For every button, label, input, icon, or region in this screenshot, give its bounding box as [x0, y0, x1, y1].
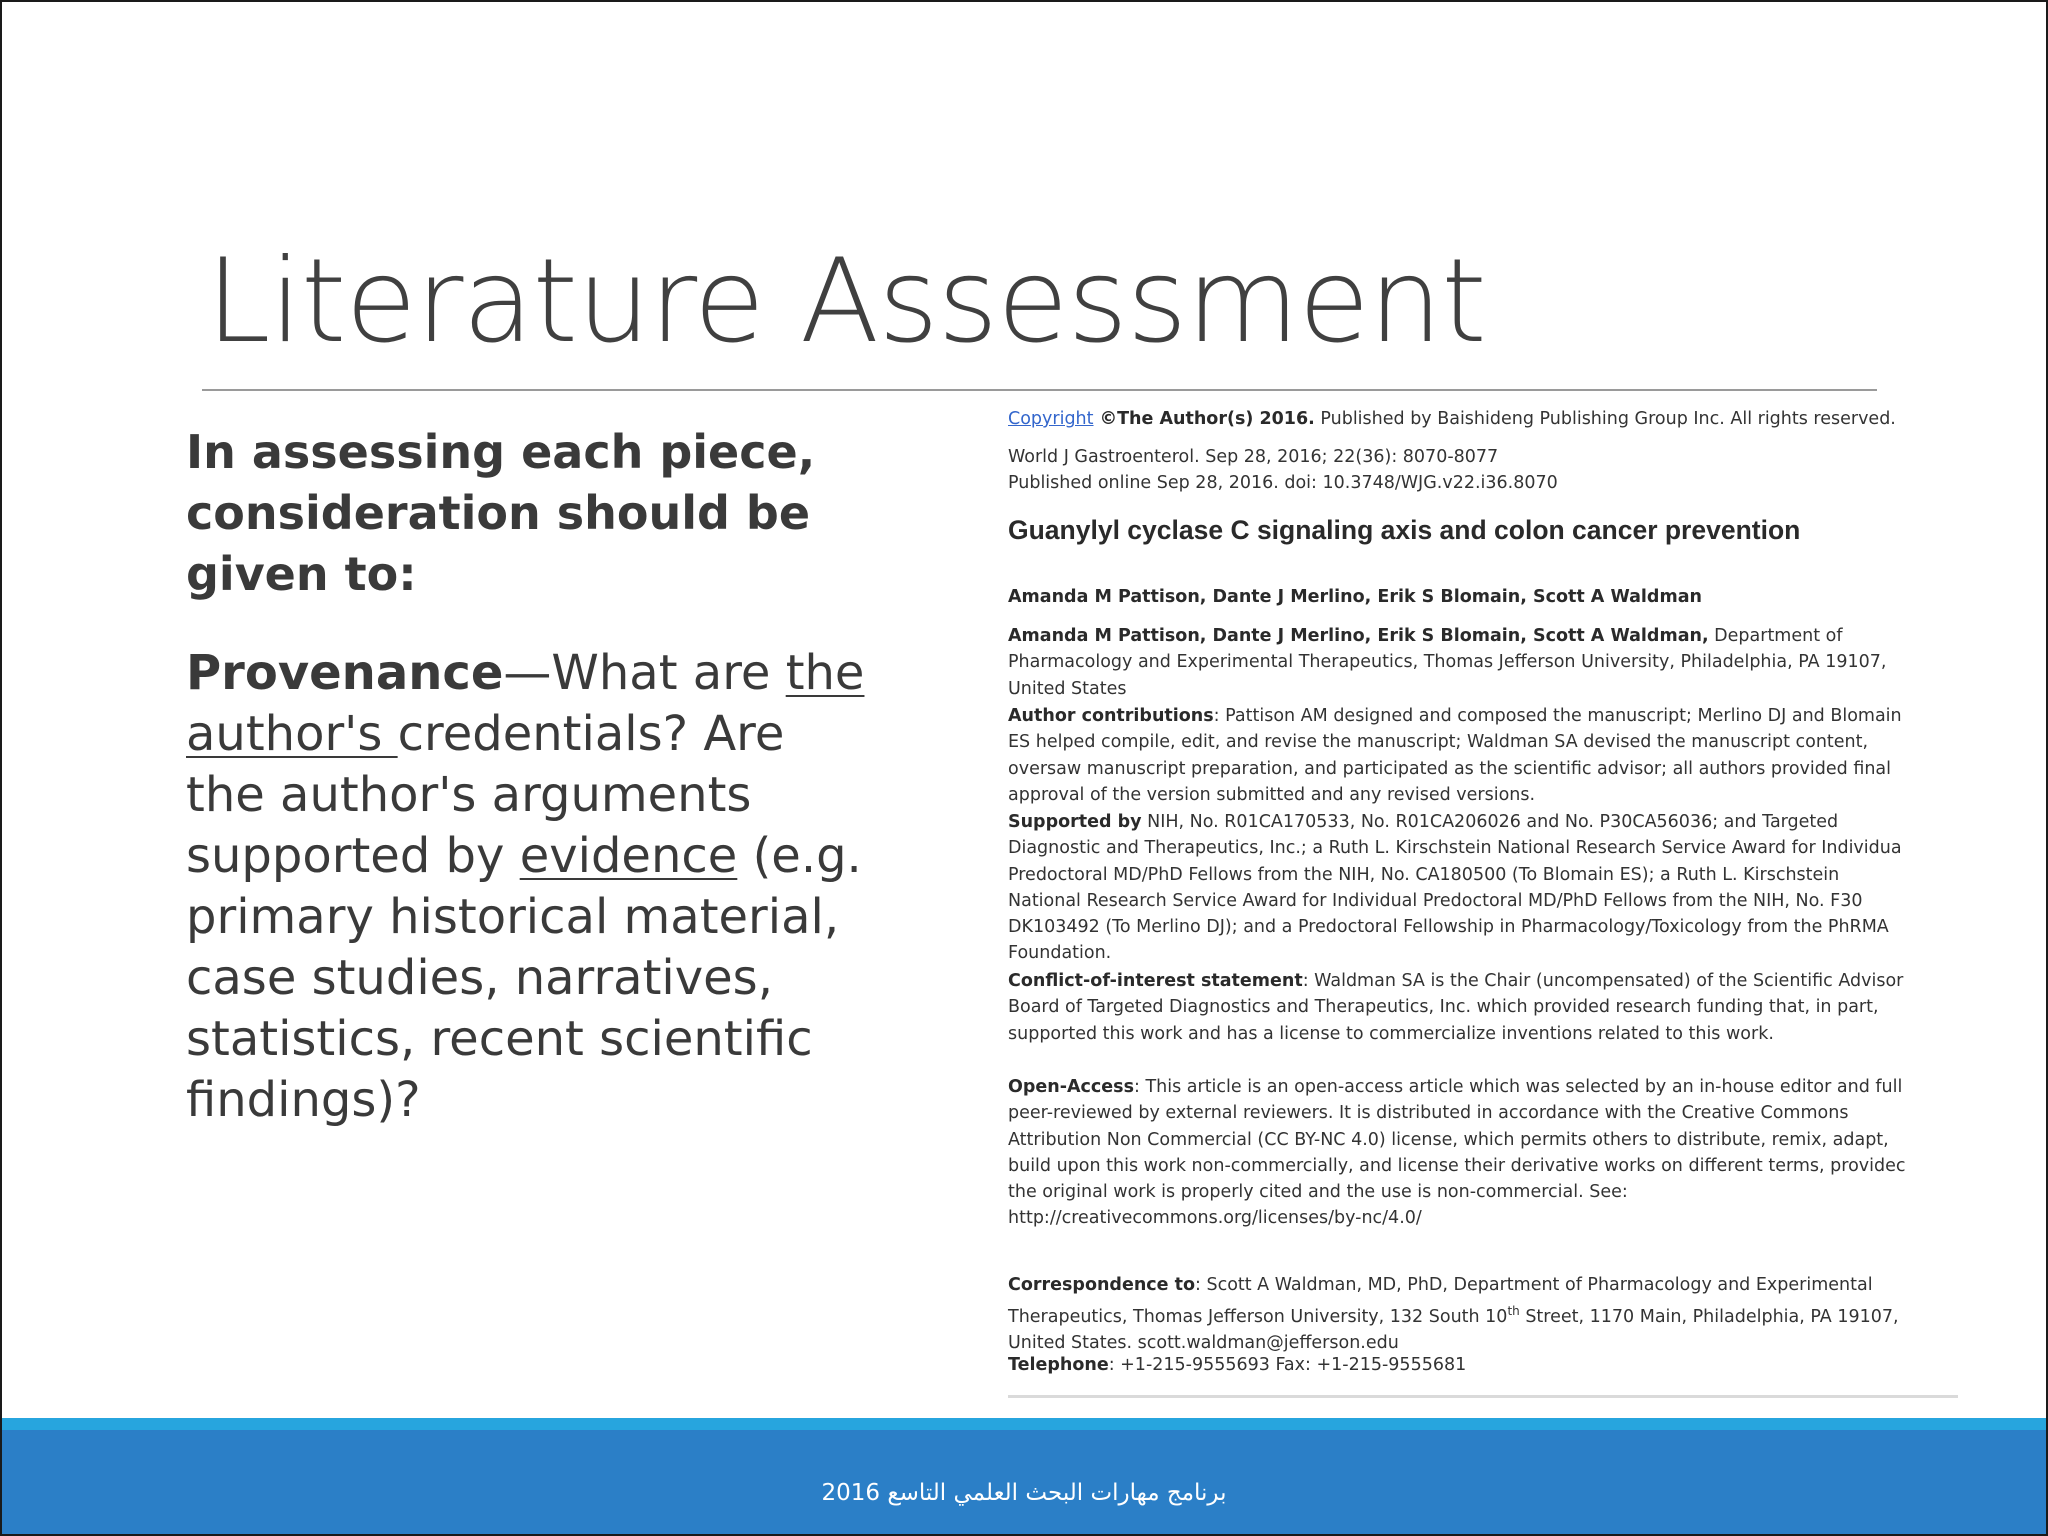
- title-divider: [202, 389, 1877, 391]
- footer-bar: [2, 1418, 2046, 1534]
- citation-line: World J Gastroenterol. Sep 28, 2016; 22(36): 8070-8077: [1008, 447, 1499, 467]
- contributions-line: : Pattison AM designed and composed the manuscript; Merlino DJ and Blomain: [1213, 706, 1902, 726]
- contributions-line: approval of the version submitted and any revised versions.: [1008, 784, 1536, 805]
- copyright-notice: Published by Baishideng Publishing Group Inc. All rights reserved.: [1314, 409, 1896, 429]
- affiliation-line: Pharmacology and Experimental Therapeutics, Thomas Jefferson University, Philadelphia, PA 19107,: [1008, 652, 1887, 673]
- support-line: Diagnostic and Therapeutics, Inc.; a Ruth L. Kirschstein National Research Service Award for Individua: [1008, 838, 1902, 859]
- article-screenshot: [1002, 397, 1962, 1400]
- conflict-block: [1008, 968, 1958, 1047]
- correspondence-block: [1008, 1272, 1958, 1357]
- article-headline: Guanylyl cyclase C signaling axis and colon cancer prevention: [1008, 515, 1801, 545]
- conflict-line: supported this work and has a license to commercialize inventions related to this work.: [1008, 1023, 1774, 1044]
- provenance-label: Provenance: [186, 645, 504, 701]
- slide-title: Literature Assessment: [206, 234, 1486, 369]
- support-line: NIH, No. R01CA170533, No. R01CA206026 and No. P30CA56036; and Targeted: [1141, 812, 1839, 832]
- support-line: Predoctoral MD/PhD Fellows from the NIH, No. CA180500 (To Blomain ES); a Ruth L. Kirschstein: [1008, 864, 1840, 885]
- provenance-paragraph: [186, 643, 876, 1131]
- provenance-text-2: credentials? Are the author's arguments supported by: [186, 706, 785, 884]
- open-access-label: Open-Access: [1008, 1077, 1134, 1097]
- telephone-line: : +1-215-9555693 Fax: +1-215-9555681: [1108, 1355, 1467, 1375]
- em-dash: —: [503, 645, 552, 701]
- citation-block: [1008, 444, 1558, 496]
- contributions-label: Author contributions: [1008, 706, 1214, 726]
- underlined-authors-phrase: the author's: [186, 645, 865, 762]
- published-line: Published online Sep 28, 2016. doi: 10.3748/WJG.v22.i36.8070: [1008, 473, 1558, 493]
- open-access-line: peer-reviewed by external reviewers. It is distributed in accordance with the Creative Commons: [1008, 1103, 1849, 1124]
- telephone-block: [1008, 1352, 1958, 1378]
- license-url[interactable]: http://creativecommons.org/licenses/by-nc/4.0/: [1008, 1208, 1422, 1229]
- intro-heading: In assessing each piece, consideration should be given to:: [186, 425, 816, 601]
- open-access-line: build upon this work non-commercially, and license their derivative works on different terms, providec: [1008, 1155, 1906, 1176]
- footer-text: برنامج مهارات البحث العلمي التاسع 2016: [821, 1480, 1227, 1506]
- support-block: [1008, 809, 1958, 967]
- correspondence-address: Therapeutics, Thomas Jefferson University, 132 South 10: [1008, 1307, 1508, 1328]
- open-access-line: : This article is an open-access article which was selected by an in-house editor and full: [1134, 1077, 1903, 1097]
- open-access-block: [1008, 1074, 1958, 1232]
- article-bottom-rule: [1008, 1395, 1958, 1398]
- correspondence-label: Correspondence to: [1008, 1275, 1195, 1295]
- support-line: National Research Service Award for Individual Predoctoral MD/PhD Fellows from the NIH, No. F30: [1008, 890, 1863, 911]
- contributions-line: oversaw manuscript preparation, and participated as the scientific advisor; all authors provided final: [1008, 758, 1892, 779]
- provenance-text-3: (e.g. primary historical material, case studies, narratives, statistics, recent scientific findings)?: [186, 828, 862, 1128]
- contributions-block: [1008, 703, 1958, 808]
- contributions-line: ES helped compile, edit, and revise the manuscript; Waldman SA devised the manuscript content,: [1008, 732, 1869, 753]
- correspondence-line: [1008, 1298, 1958, 1330]
- authors-block: [1008, 584, 1958, 610]
- affiliation-line: Department of: [1708, 626, 1843, 646]
- support-label: Supported by: [1008, 812, 1142, 832]
- open-access-line: the original work is properly cited and the use is non-commercial. See:: [1008, 1182, 1628, 1203]
- conflict-label: Conflict-of-interest statement: [1008, 971, 1303, 991]
- copyright-line: [1008, 406, 1896, 432]
- ordinal-suffix: th: [1507, 1304, 1520, 1319]
- conflict-line: : Waldman SA is the Chair (uncompensated) of the Scientific Advisor: [1302, 971, 1904, 991]
- copyright-link[interactable]: Copyright: [1008, 409, 1094, 429]
- open-access-line: Attribution Non Commercial (CC BY-NC 4.0) license, which permits others to distribute, remix, adapt,: [1008, 1129, 1889, 1150]
- correspondence-line: : Scott A Waldman, MD, PhD, Department of Pharmacology and Experimental: [1195, 1275, 1873, 1295]
- correspondence-address-rest: Street, 1170 Main, Philadelphia, PA 19107,: [1519, 1307, 1899, 1328]
- provenance-text-1: What are: [551, 645, 786, 701]
- affiliation-label: Amanda M Pattison, Dante J Merlino, Erik S Blomain, Scott A Waldman,: [1008, 626, 1709, 646]
- telephone-label: Telephone: [1008, 1355, 1109, 1375]
- affiliation-block: [1008, 623, 1958, 702]
- copyright-owner: ©The Author(s) 2016.: [1093, 409, 1315, 429]
- support-line: DK103492 (To Merlino DJ); and a Predoctoral Fellowship in Pharmacology/Toxicology from the PhRMA: [1008, 917, 1889, 938]
- correspondence-email-line: United States. scott.waldman@jefferson.edu: [1008, 1333, 1399, 1354]
- conflict-line: Board of Targeted Diagnostics and Therapeutics, Inc. which provided research funding that, in part,: [1008, 997, 1879, 1018]
- underlined-evidence-word: evidence: [519, 828, 738, 884]
- authors-line: Amanda M Pattison, Dante J Merlino, Erik S Blomain, Scott A Waldman: [1008, 587, 1702, 607]
- body-text: [186, 422, 876, 1131]
- support-line: Foundation.: [1008, 943, 1112, 964]
- affiliation-line: United States: [1008, 678, 1127, 699]
